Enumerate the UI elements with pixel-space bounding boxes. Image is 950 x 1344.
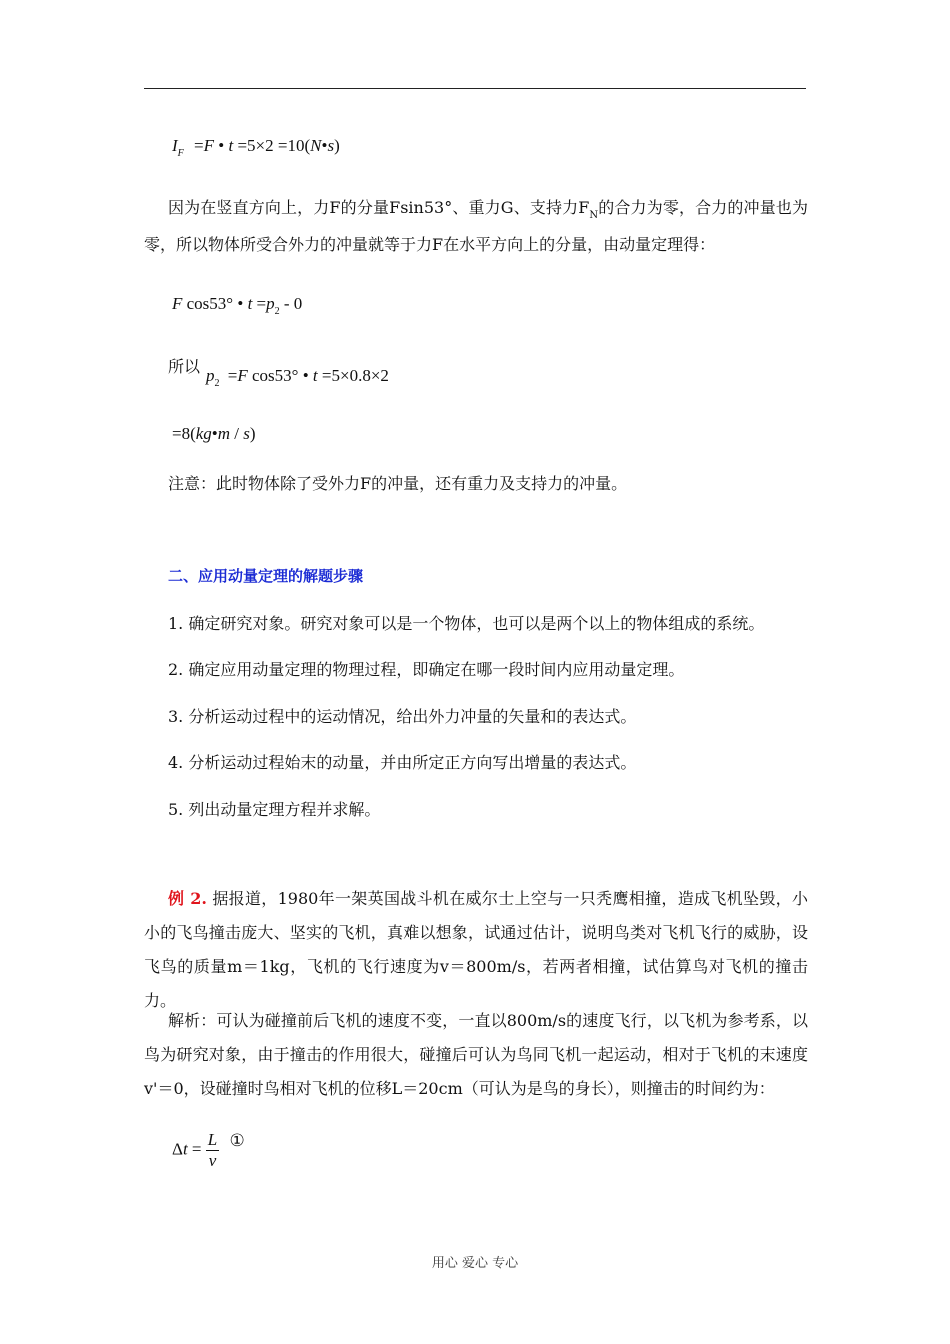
step-item: 5. 列出动量定理方程并求解。 xyxy=(168,800,381,819)
eq1-dot2: • xyxy=(321,136,328,155)
step-item: 4. 分析运动过程始末的动量，并由所定正方向写出增量的表达式。 xyxy=(168,753,637,772)
eq1-N: N xyxy=(310,136,322,155)
eq4-m: m xyxy=(217,424,231,443)
eq2-F: F xyxy=(172,294,183,313)
eq2-eq: = xyxy=(256,294,267,313)
eq1-rest: =5×2 =10( xyxy=(237,136,311,155)
eq4-s: s xyxy=(243,424,250,443)
eq1-F: F xyxy=(203,136,215,155)
eq2-t: t xyxy=(247,294,253,313)
equation-momentum-theorem xyxy=(172,294,303,317)
equation-result xyxy=(172,424,256,444)
eq3-F: F xyxy=(237,366,248,385)
para1-sub: N xyxy=(589,210,599,221)
eq3-dot: • xyxy=(302,366,309,385)
eq5-circle: ① xyxy=(229,1131,245,1151)
eq4-slash: / xyxy=(230,424,244,443)
para1-text: 因为在竖直方向上，力F的分量Fsin53°、重力G、支持力F xyxy=(168,198,590,217)
eq2-cos: cos53° xyxy=(182,294,234,313)
eq3-sub: 2 xyxy=(214,378,220,389)
eq2-p: p xyxy=(266,294,275,313)
step-item: 3. 分析运动过程中的运动情况，给出外力冲量的矢量和的表达式。 xyxy=(168,707,637,726)
eq5-eq: = xyxy=(187,1139,202,1159)
equation-time xyxy=(172,1130,245,1171)
para1-rest: 的合力为零，合力的冲量也为零，所以物体所受合外力的冲量就等于力F在水平方向上的分量，由动量定理得： xyxy=(144,198,808,254)
section-heading: 二、应用动量定理的解题步骤 xyxy=(168,567,364,585)
eq5-num: L xyxy=(207,1130,218,1149)
eq4-kg: kg xyxy=(195,424,212,443)
eq3-eq: = xyxy=(227,366,238,385)
eq5-den: v xyxy=(208,1151,217,1170)
eq2-sub: 2 xyxy=(274,306,280,317)
eq1-sub: F xyxy=(177,148,184,159)
eq1-t: t xyxy=(228,136,234,155)
eq3-p: p xyxy=(206,366,215,385)
example-paragraph xyxy=(144,882,808,1018)
eq1-s: s xyxy=(327,136,335,155)
eq1-lhs: I xyxy=(172,136,178,155)
eq2-tail: - 0 xyxy=(283,294,303,313)
equation-p2-label xyxy=(168,354,200,377)
eq1-dot: • xyxy=(218,136,225,155)
example-label: 例 2. xyxy=(168,889,207,908)
paragraph-vertical-analysis xyxy=(144,191,808,262)
eq4-close: ) xyxy=(249,424,256,443)
step-item: 2. 确定应用动量定理的物理过程，即确定在哪一段时间内应用动量定理。 xyxy=(168,660,685,679)
header-rule xyxy=(144,88,806,89)
eq3-t: t xyxy=(312,366,318,385)
eq4-dot: • xyxy=(211,424,218,443)
eq1-eq: = xyxy=(194,136,204,155)
eq3-prefix: 所以 xyxy=(168,357,201,376)
example-text: 据报道，1980年一架英国战斗机在威尔士上空与一只秃鹰相撞，造成飞机坠毁，小小的飞鸟撞击庞大、坚实的飞机，真难以想象，试通过估计，说明鸟类对飞机飞行的威胁，设飞鸟的质量m＝1kg，飞机的飞行速度为v＝800m/s，若两者相撞，试估算鸟对飞机的撞击力。 xyxy=(144,889,808,1010)
equation-impulse xyxy=(172,136,340,159)
eq3-tail: =5×0.8×2 xyxy=(321,366,389,385)
eq5-fraction xyxy=(206,1130,219,1171)
note-text: 注意：此时物体除了受外力F的冲量，还有重力及支持力的冲量。 xyxy=(168,474,628,493)
eq1-close: ) xyxy=(334,136,340,155)
page-footer: 用心 爱心 专心 xyxy=(431,1256,519,1271)
eq2-dot: • xyxy=(237,294,244,313)
step-item: 1. 确定研究对象。研究对象可以是一个物体，也可以是两个以上的物体组成的系统。 xyxy=(168,614,765,633)
equation-p2 xyxy=(206,366,389,389)
analysis-paragraph: 解析：可认为碰撞前后飞机的速度不变，一直以800m/s的速度飞行，以飞机为参考系，以鸟为研究对象，由于撞击的作用很大，碰撞后可认为鸟同飞机一起运动，相对于飞机的末速度v'＝0，设碰撞时鸟相对飞机的位移L＝20cm（可认为是鸟的身长），则撞击的时间约为： xyxy=(144,1011,808,1098)
eq4-pre: =8( xyxy=(172,424,196,443)
eq5-t: t xyxy=(182,1139,188,1159)
eq5-delta: Δ xyxy=(172,1139,183,1159)
eq3-cos: cos53° xyxy=(247,366,299,385)
